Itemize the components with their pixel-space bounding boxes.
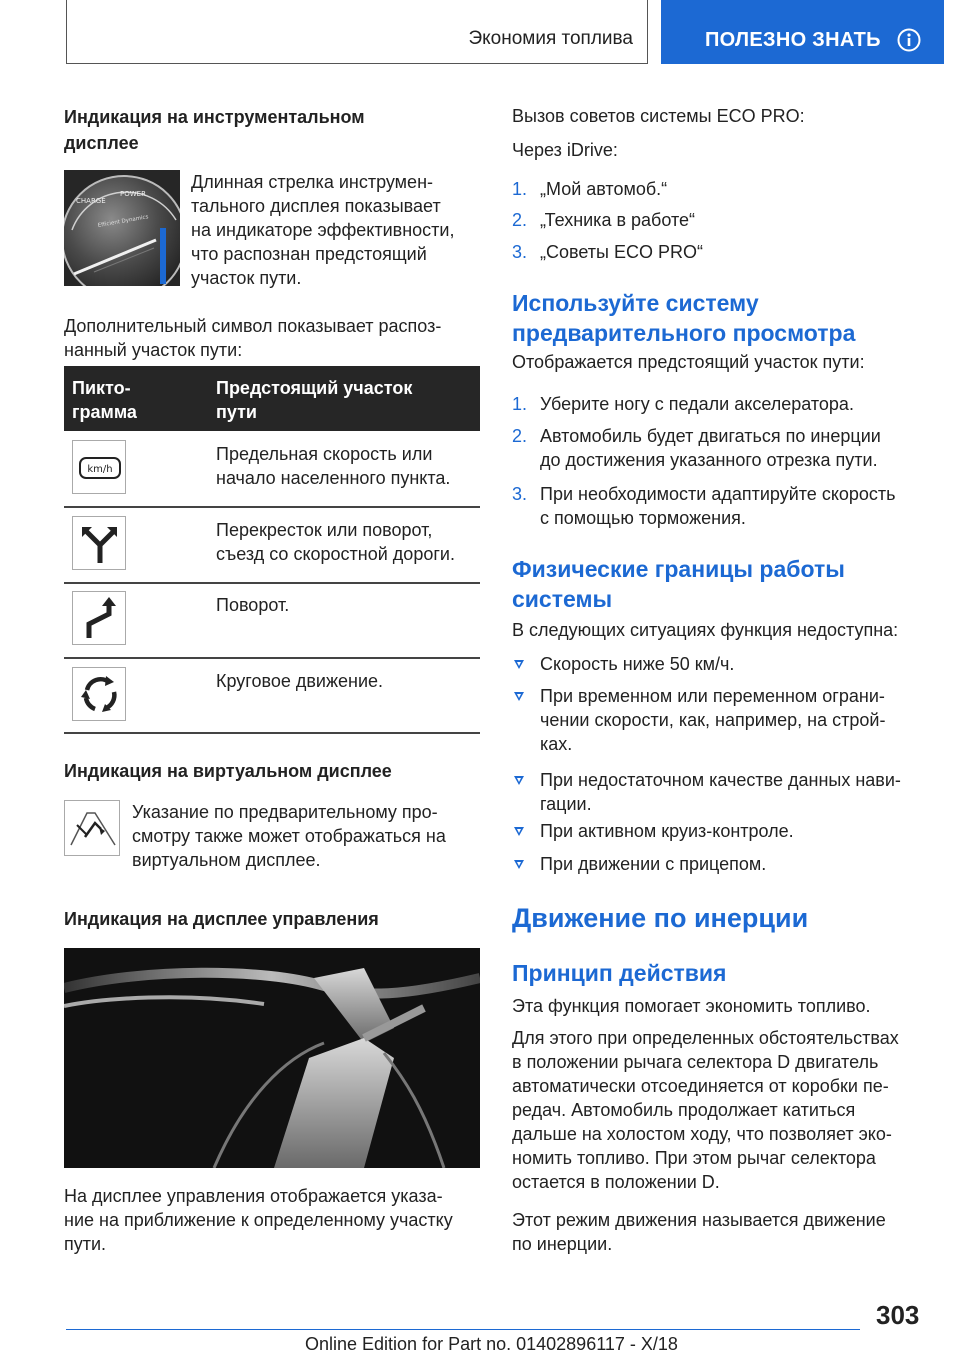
eco-intro: Вызов советов системы ECO PRO: [512, 106, 805, 126]
limits-heading: Физические границы работы системы [512, 556, 845, 612]
table-row-roundabout-text: Круговое движение. [216, 671, 384, 691]
eco-step-3: „Советы ECO PRO“ [540, 242, 703, 262]
bullet-icon [514, 692, 524, 701]
control-display-paragraph: На дисплее управления отображается указа- ние на приближение к определенному участку пути. [64, 1186, 453, 1254]
junction-icon [72, 516, 126, 570]
limit-item-3: При недостаточном качестве данных нави- гации. [540, 770, 901, 814]
table-row-speed-text: Предельная скорость или начало населенного пункта. [216, 444, 451, 488]
via-idrive: Через iDrive: [512, 140, 618, 160]
instrument-heading: Индикация на инструментальном дисплее [64, 107, 365, 153]
extra-symbol-paragraph: Дополнительный символ показывает распоз- нанный участок пути: [64, 316, 442, 360]
header-chapter-label: ПОЛЕЗНО ЗНАТЬ [705, 29, 881, 51]
principle-paragraph-3: Этот режим движения называется движение по инерции. [512, 1210, 886, 1254]
turn-icon [72, 591, 126, 645]
info-icon [897, 28, 921, 52]
use-step-3: При необходимости адаптируйте скорость с помощью торможения. [540, 484, 896, 528]
limits-intro: В следующих ситуациях функция недоступна: [512, 620, 899, 640]
limit-item-4: При активном круиз-контроле. [540, 821, 794, 841]
table-divider [64, 506, 480, 508]
footer-divider [66, 1329, 860, 1330]
control-display-image [64, 948, 480, 1168]
edition-info: Online Edition for Part no. 01402896117 - X/18 [305, 1334, 678, 1354]
table-divider [64, 657, 480, 659]
use-step-2: Автомобиль будет двигаться по инерции до достижения указанного отрезка пути. [540, 426, 881, 470]
roundabout-icon [72, 667, 126, 721]
step-number: 2. [512, 210, 528, 230]
svg-text:km/h: km/h [87, 464, 113, 475]
header-section-tab[interactable] [66, 0, 648, 64]
header-section-label: Экономия топлива [468, 28, 633, 49]
pictogram-table-header [64, 366, 480, 431]
virtual-display-paragraph: Указание по предварительному про- смотру также может отображаться на виртуальном дисплее. [132, 802, 446, 870]
table-divider [64, 582, 480, 584]
speed-limit-kmh-icon [72, 440, 126, 494]
use-step-1: Уберите ногу с педали акселератора. [540, 394, 854, 414]
col-section-header: Предстоящий участок пути [216, 378, 413, 422]
page-number: 303 [876, 1300, 920, 1330]
step-number: 3. [512, 242, 528, 262]
coasting-heading: Движение по инерции [512, 903, 809, 933]
table-row-junction-text: Перекресток или поворот, съезд со скоростной дороги. [216, 520, 455, 564]
limit-item-5: При движении с прицепом. [540, 854, 767, 874]
step-number: 1. [512, 394, 528, 414]
bullet-icon [514, 660, 524, 669]
step-number: 2. [512, 426, 528, 446]
limit-item-1: Скорость ниже 50 км/ч. [540, 654, 735, 674]
svg-text:CHARGE: CHARGE [76, 197, 106, 205]
svg-text:POWER: POWER [120, 190, 146, 198]
bullet-icon [514, 776, 524, 785]
use-system-heading: Используйте систему предварительного просмотра [512, 290, 856, 346]
header-chapter-tab[interactable] [661, 0, 944, 64]
principle-paragraph-2: Для этого при определенных обстоятельствах в положении рычага селектора D двигатель автоматически отсоединяется от коробки пе- редач. Автомобиль продолжает катиться дальше на холостом ходу, что позволяет эко- номить топливо. При этом рычаг селектора остается в положении D. [512, 1028, 899, 1192]
virtual-display-heading: Индикация на виртуальном дисплее [64, 761, 392, 781]
eco-step-1: „Мой автомоб.“ [540, 179, 668, 199]
use-intro: Отображается предстоящий участок пути: [512, 352, 865, 372]
principle-paragraph-1: Эта функция помогает экономить топливо. [512, 996, 871, 1016]
step-number: 3. [512, 484, 528, 504]
instrument-paragraph: Длинная стрелка инструмен- тального дисплея показывает на индикаторе эффективности, что распознан предстоящий участок пути. [191, 172, 455, 288]
col-pictogram-header: Пикто- грамма [72, 378, 137, 422]
table-divider [64, 732, 480, 734]
efficiency-gauge-image [64, 170, 180, 286]
control-display-heading: Индикация на дисплее управления [64, 909, 379, 929]
bullet-icon [514, 860, 524, 869]
svg-text:Efficient Dynamics: Efficient Dynamics [97, 214, 149, 230]
table-row-turn-text: Поворот. [216, 595, 290, 615]
eco-step-2: „Техника в работе“ [540, 210, 696, 230]
principle-heading: Принцип действия [512, 960, 727, 986]
limit-item-2: При временном или переменном ограни- чении скорости, как, например, на строй- ках. [540, 686, 886, 754]
virtual-display-icon [64, 800, 120, 856]
step-number: 1. [512, 179, 528, 199]
bullet-icon [514, 827, 524, 836]
